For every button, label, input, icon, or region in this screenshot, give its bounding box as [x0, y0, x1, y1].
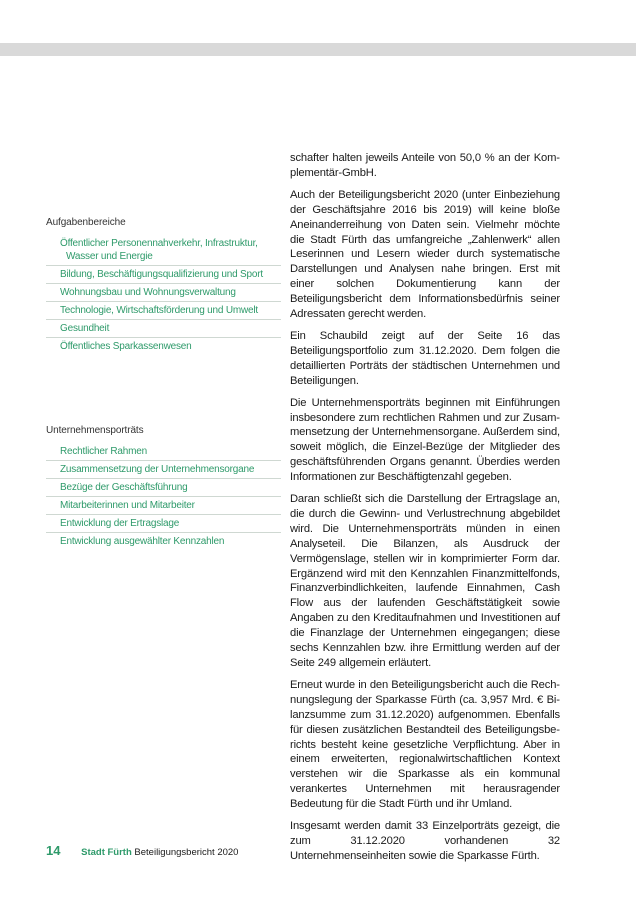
sidebar-item[interactable]: Öffentliches Sparkassenwesen: [60, 341, 192, 352]
sidebar-unternehmensportraets: [46, 424, 281, 550]
sidebar-title: Unternehmensporträts: [46, 425, 144, 436]
sidebar-item[interactable]: Wohnungsbau und Wohnungsverwaltung: [46, 284, 281, 302]
sidebar-item[interactable]: Zusammensetzung der Unternehmensorgane: [46, 461, 281, 479]
paragraph: Auch der Beteiligungsbericht 2020 (unter Einbeziehung der Geschäftsjahre 2016 bis 2019) will keine bloße Aneinanderreihung von Daten sein. Vielmehr möchte die Stadt Fürth das umfangreiche „Zahlenwerk“ allen Leserinnen und Lesern wieder durch systematische Darstellungen und Analysen nahe bringen. Erst mit einer solchen Dokumentierung kann der Beteiligungsbericht dem Informationsbedürfnis seiner Adressaten gerecht werden.: [290, 188, 560, 321]
footer-report-title: Beteiligungsbericht 2020: [134, 847, 239, 858]
sidebar-item[interactable]: Öffentlicher Personennahverkehr, Infrastruktur, Wasser und Energie: [46, 235, 281, 266]
body-text: [290, 151, 560, 871]
sidebar-item[interactable]: Bildung, Beschäftigungsqualifizierung und Sport: [46, 266, 281, 284]
sidebar-item[interactable]: Gesundheit: [46, 320, 281, 338]
sidebar-aufgabenbereiche: [46, 216, 281, 355]
paragraph: Die Unternehmensporträts beginnen mit Einführungen insbesondere zum rechtlichen Rahmen und zur Zusammensetzung der Unternehmensorgane. Außerdem sind, soweit möglich, die Einzel-Bezüge der Mitglieder des geschäftsführenden Organs genannt. Überdies werden Informationen zur Beschäftigtenzahl gegeben.: [290, 396, 560, 484]
sidebar-item[interactable]: Mitarbeiterinnen und Mitarbeiter: [46, 497, 281, 515]
paragraph: Insgesamt werden damit 33 Einzelporträts gezeigt, die zum 31.12.2020 vorhandenen 32 Unternehmenseinheiten sowie die Sparkasse Fürth.: [290, 820, 560, 862]
sidebar-list: [46, 443, 281, 550]
sidebar-item[interactable]: Bezüge der Geschäftsführung: [46, 479, 281, 497]
sidebar-list: [46, 235, 281, 355]
paragraph: Daran schließt sich die Darstellung der Ertragslage an, die durch die Gewinn- und Verlustrechnung abgebildet wird. Die Unternehmensporträts münden in einen Analyseteil. Die Bilanzen, als Ausdruck der Vermögenslage, stellen wir in komprimierter Form dar. Ergänzend wird mit den Kennzahlen Finanzmittelfonds, Finanzverbindlichkeiten, laufende Einnahmen, Cash Flow aus der laufenden Geschäftstätigkeit sowie Angaben zu den Kreditaufnahmen und Investitionen auf die Finanzlage der Unternehmen eingegangen; diese sechs Kennzahlen bzw. ihre Ermittlung werden auf der Seite 249 allgemein erläutert.: [290, 493, 560, 669]
page-footer: [46, 843, 238, 858]
sidebar-item[interactable]: Entwicklung ausgewählter Kennzahlen: [60, 536, 225, 547]
paragraph: Erneut wurde in den Beteiligungsbericht auch die Rechnungslegung der Sparkasse Fürth (ca. 3,957 Mrd. € Bilanzsumme zum 31.12.2020) aufgenommen. Ebenfalls für diesen zusätzlichen Bestandteil des Beteiligungsberichts besteht keine gesetzliche Verpflichtung. Aber in einem erweiterten, regionalwirtschaftlichen Kontext verstehen wir die Sparkasse als ein kommunal verankertes Unternehmen mit herausragender Bedeutung für die Stadt Fürth und ihr Umland.: [290, 678, 560, 811]
header-band: [0, 43, 636, 56]
sidebar-item[interactable]: Technologie, Wirtschaftsförderung und Umwelt: [46, 302, 281, 320]
paragraph: schafter halten jeweils Anteile von 50,0 % an der Komplementär-GmbH.: [290, 152, 560, 179]
sidebar-title: Aufgabenbereiche: [46, 217, 126, 228]
sidebar-item[interactable]: Rechtlicher Rahmen: [46, 443, 281, 461]
page-number: 14: [46, 843, 61, 858]
sidebar-item[interactable]: Entwicklung der Ertragslage: [46, 515, 281, 533]
footer-brand: Stadt Fürth: [81, 847, 132, 858]
paragraph: Ein Schaubild zeigt auf der Seite 16 das Beteiligungsportfolio zum 31.12.2020. Dem folgen die detaillierten Porträts der städtischen Unternehmen und Beteiligungen.: [290, 329, 560, 387]
